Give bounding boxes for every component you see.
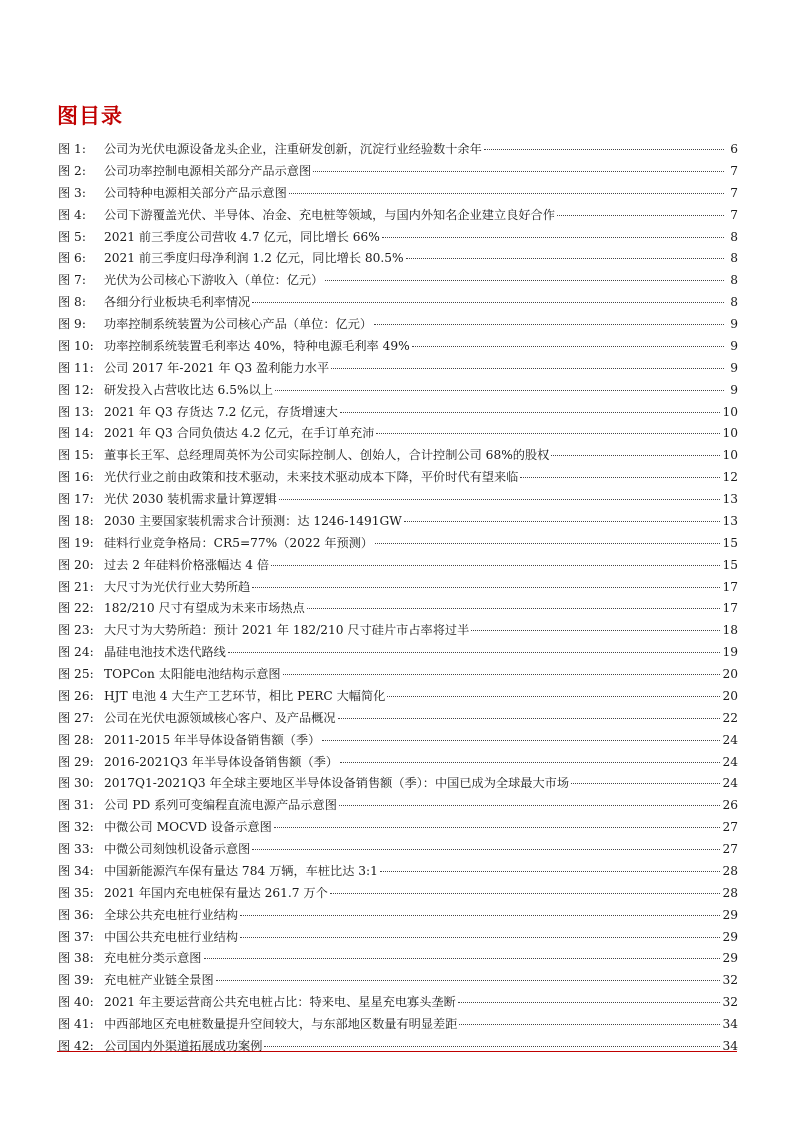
figure-label: 图 32:	[58, 820, 94, 835]
figure-title: 中国新能源汽车保有量达 784 万辆，车桩比达 3:1	[104, 863, 378, 878]
dot-leader	[216, 980, 721, 981]
figure-label: 图 14:	[58, 426, 94, 441]
page-number: 9	[730, 382, 738, 397]
toc-entry[interactable]	[58, 533, 738, 555]
dot-leader	[339, 805, 721, 806]
figure-title: 中微公司刻蚀机设备示意图	[104, 842, 251, 856]
figure-label: 图 18:	[58, 513, 94, 528]
toc-entry[interactable]	[58, 795, 738, 817]
toc-entry[interactable]	[58, 773, 738, 795]
figure-title: 功率控制系统装置毛利率达 40%，特种电源毛利率 49%	[104, 338, 410, 353]
figure-label: 图 38:	[58, 951, 94, 966]
figure-title: 公司国内外渠道拓展成功案例	[104, 1038, 263, 1053]
dot-leader	[289, 193, 724, 194]
figure-label: 图 8:	[58, 295, 86, 310]
figure-title: 公司 PD 系列可变编程直流电源产品示意图	[104, 798, 337, 813]
page-number: 20	[722, 667, 738, 681]
dot-leader	[520, 477, 720, 478]
toc-entry[interactable]	[58, 992, 738, 1014]
dot-leader	[406, 258, 724, 259]
figure-title: 2021 年国内充电桩保有量达 261.7 万个	[104, 885, 328, 900]
toc-entry[interactable]	[58, 1014, 738, 1036]
toc-entry[interactable]	[58, 467, 738, 489]
toc-entry[interactable]	[58, 752, 738, 774]
figure-title: 各细分行业板块毛利率情况	[104, 295, 251, 310]
page-number: 19	[722, 645, 738, 660]
figure-label: 图 40:	[58, 995, 94, 1010]
dot-leader	[252, 302, 724, 303]
figure-title: 公司在光伏电源领域核心客户、及产品概况	[104, 710, 336, 725]
figure-label: 图 26:	[58, 688, 94, 703]
figure-title: 2030 主要国家装机需求合计预测：达 1246-1491GW	[104, 513, 402, 528]
figure-label: 图 37:	[58, 929, 94, 944]
page-number: 22	[722, 710, 738, 725]
page-number: 27	[722, 842, 738, 856]
toc-entry[interactable]	[58, 1036, 738, 1058]
figure-label: 图 13:	[58, 404, 94, 419]
toc-entry[interactable]	[58, 861, 738, 883]
figure-title: 中西部地区充电桩数量提升空间较大，与东部地区数量有明显差距	[104, 1017, 458, 1031]
figure-label: 图 12:	[58, 382, 94, 397]
toc-entry[interactable]	[58, 905, 738, 927]
dot-leader	[571, 783, 720, 784]
figure-title: 董事长王军、总经理周英怀为公司实际控制人、创始人，合计控制公司 68%的股权	[104, 448, 550, 463]
dot-leader	[325, 280, 724, 281]
figure-title: 光伏行业之前由政策和技术驱动，未来技术驱动成本下降，平价时代有望来临	[104, 470, 519, 485]
page-number: 15	[722, 557, 738, 572]
figure-label: 图 10:	[58, 338, 94, 353]
page-number: 8	[730, 295, 738, 310]
dot-leader	[412, 346, 724, 347]
figure-label: 图 6:	[58, 251, 86, 266]
dot-leader	[458, 1002, 721, 1003]
figure-label: 图 35:	[58, 885, 94, 900]
figure-label: 图 24:	[58, 645, 94, 660]
toc-entry[interactable]	[58, 358, 738, 380]
page-number: 10	[722, 404, 738, 419]
figure-title: 2021 前三季度公司营收 4.7 亿元，同比增长 66%	[104, 229, 380, 244]
dot-leader	[274, 827, 721, 828]
page-number: 10	[722, 448, 738, 463]
page-number: 8	[730, 273, 738, 288]
figure-title: 公司特种电源相关部分产品示意图	[104, 185, 287, 200]
figure-title: 2011-2015 年半导体设备销售额（季）	[104, 732, 321, 747]
figure-label: 图 20:	[58, 557, 94, 572]
dot-leader	[307, 608, 721, 609]
figure-title: 2021 年 Q3 合同负债达 4.2 亿元，在手订单充沛	[104, 426, 375, 441]
figure-label: 图 25:	[58, 667, 94, 681]
page-number: 9	[730, 360, 738, 375]
toc-entry[interactable]	[58, 205, 738, 227]
toc-entry[interactable]	[58, 970, 738, 992]
page-number: 17	[722, 579, 738, 594]
figure-label: 图 23:	[58, 623, 94, 638]
toc-entry[interactable]	[58, 445, 738, 467]
page-number: 24	[722, 732, 738, 747]
figure-title: 2021 年 Q3 存货达 7.2 亿元，存货增速大	[104, 404, 338, 419]
dot-leader	[380, 871, 721, 872]
page-number: 7	[730, 207, 738, 222]
page-number: 9	[730, 338, 738, 353]
figure-title: 中国公共充电桩行业结构	[104, 929, 239, 944]
page-number: 13	[722, 513, 738, 528]
figure-label: 图 9:	[58, 317, 86, 331]
figure-title: 大尺寸为光伏行业大势所趋	[104, 579, 251, 594]
page-number: 18	[722, 623, 738, 638]
figure-label: 图 39:	[58, 973, 94, 988]
figure-label: 图 41:	[58, 1017, 94, 1031]
dot-leader	[551, 455, 720, 456]
figure-label: 图 5:	[58, 229, 86, 244]
dot-leader	[376, 433, 720, 434]
toc-entry[interactable]	[58, 817, 738, 839]
figure-label: 图 42:	[58, 1038, 94, 1053]
figure-title: 晶硅电池技术迭代路线	[104, 645, 226, 660]
toc-entry[interactable]	[58, 402, 738, 424]
figure-title: HJT 电池 4 大生产工艺环节，相比 PERC 大幅简化	[104, 688, 386, 703]
toc-entry[interactable]	[58, 883, 738, 905]
toc-entry[interactable]	[58, 292, 738, 314]
dot-leader	[338, 718, 721, 719]
figure-title: 充电桩分类示意图	[104, 951, 202, 966]
toc-entry[interactable]	[58, 227, 738, 249]
page-number: 12	[722, 470, 738, 485]
figure-label: 图 27:	[58, 710, 94, 725]
dot-leader	[240, 915, 720, 916]
toc-entry[interactable]	[58, 183, 738, 205]
figure-label: 图 34:	[58, 863, 94, 878]
toc-entry[interactable]	[58, 642, 738, 664]
figure-title: 182/210 尺寸有望成为未来市场热点	[104, 601, 305, 616]
figure-title: 2016-2021Q3 年半导体设备销售额（季）	[104, 754, 339, 769]
toc-entry[interactable]	[58, 314, 738, 336]
page-number: 17	[722, 601, 738, 616]
figure-label: 图 4:	[58, 207, 86, 222]
figure-label: 图 15:	[58, 448, 94, 463]
dot-leader	[484, 149, 724, 150]
toc-entry[interactable]	[58, 423, 738, 445]
dot-leader	[557, 215, 724, 216]
dot-leader	[459, 1024, 720, 1025]
page-number: 24	[722, 776, 738, 791]
figure-title: 公司为光伏电源设备龙头企业，注重研发创新，沉淀行业经验数十余年	[104, 142, 482, 156]
toc-entry[interactable]	[58, 336, 738, 358]
toc-entry[interactable]	[58, 555, 738, 577]
dot-leader	[240, 937, 720, 938]
toc-entry[interactable]	[58, 708, 738, 730]
page-number: 28	[722, 885, 738, 900]
page-number: 13	[722, 492, 738, 506]
dot-leader	[275, 390, 724, 391]
dot-leader	[340, 762, 720, 763]
page-number: 34	[722, 1038, 738, 1053]
dot-leader	[279, 499, 721, 500]
dot-leader	[228, 652, 721, 653]
page-number: 29	[722, 929, 738, 944]
dot-leader	[252, 587, 720, 588]
dot-leader	[382, 237, 724, 238]
figure-label: 图 30:	[58, 776, 94, 791]
footer-divider	[57, 1051, 737, 1052]
dot-leader	[387, 696, 720, 697]
page-number: 7	[730, 185, 738, 200]
figure-title: 大尺寸为大势所趋：预计 2021 年 182/210 尺寸硅片市占率将过半	[104, 623, 470, 638]
figure-title: 2021 年主要运营商公共充电桩占比：特来电、星星充电寡头垄断	[104, 995, 456, 1010]
page-title: 图目录	[57, 104, 123, 128]
figure-label: 图 36:	[58, 907, 94, 922]
page-number: 15	[722, 535, 738, 550]
page-number: 29	[722, 907, 738, 922]
toc-entry[interactable]	[58, 598, 738, 620]
toc-entry[interactable]	[58, 948, 738, 970]
page-number: 8	[730, 229, 738, 244]
dot-leader	[271, 565, 720, 566]
figure-label: 图 16:	[58, 470, 94, 485]
page-number: 32	[722, 995, 738, 1010]
page-number: 32	[722, 973, 738, 988]
toc-entry[interactable]	[58, 620, 738, 642]
dot-leader	[322, 740, 720, 741]
figure-title: 研发投入占营收比达 6.5%以上	[104, 382, 273, 397]
dot-leader	[404, 521, 721, 522]
toc-entry[interactable]	[58, 248, 738, 270]
figure-label: 图 17:	[58, 492, 94, 506]
page-number: 26	[722, 798, 738, 813]
figure-label: 图 22:	[58, 601, 94, 616]
figure-title: 光伏为公司核心下游收入（单位：亿元）	[104, 273, 324, 288]
dot-leader	[331, 368, 724, 369]
figure-label: 图 1:	[58, 142, 86, 156]
figure-label: 图 2:	[58, 163, 86, 178]
toc-entry[interactable]	[58, 577, 738, 599]
figure-title: 硅料行业竞争格局：CR5=77%（2022 年预测）	[104, 535, 374, 550]
dot-leader	[252, 849, 720, 850]
dot-leader	[330, 893, 721, 894]
dot-leader	[313, 171, 724, 172]
figure-title: 过去 2 年硅料价格涨幅达 4 倍	[104, 557, 270, 572]
figure-title: 充电桩产业链全景图	[104, 973, 214, 988]
dot-leader	[264, 1046, 720, 1047]
toc-entry[interactable]	[58, 839, 738, 861]
figure-title: 2017Q1-2021Q3 年全球主要地区半导体设备销售额（季）：中国已成为全球最大市场	[104, 776, 570, 791]
dot-leader	[375, 543, 720, 544]
figure-label: 图 28:	[58, 732, 94, 747]
page-number: 10	[722, 426, 738, 441]
figure-label: 图 7:	[58, 273, 86, 288]
dot-leader	[374, 324, 724, 325]
figure-label: 图 3:	[58, 185, 86, 200]
figure-label: 图 19:	[58, 535, 94, 550]
toc-entry[interactable]	[58, 927, 738, 949]
dot-leader	[471, 630, 720, 631]
dot-leader	[204, 958, 721, 959]
figure-title: 公司 2017 年-2021 年 Q3 盈利能力水平	[104, 360, 330, 375]
figure-title: TOPCon 太阳能电池结构示意图	[104, 667, 281, 681]
toc-entry[interactable]	[58, 161, 738, 183]
figure-list	[58, 139, 738, 1058]
dot-leader	[283, 674, 721, 675]
figure-title: 中微公司 MOCVD 设备示意图	[104, 820, 272, 835]
figure-title: 全球公共充电桩行业结构	[104, 907, 239, 922]
figure-title: 功率控制系统装置为公司核心产品（单位：亿元）	[104, 317, 373, 331]
toc-entry[interactable]	[58, 511, 738, 533]
page-number: 29	[722, 951, 738, 966]
figure-title: 公司下游覆盖光伏、半导体、冶金、充电桩等领域，与国内外知名企业建立良好合作	[104, 207, 555, 222]
figure-label: 图 11:	[58, 360, 94, 375]
page-number: 24	[722, 754, 738, 769]
toc-entry[interactable]	[58, 686, 738, 708]
figure-title: 公司功率控制电源相关部分产品示意图	[104, 163, 312, 178]
toc-entry[interactable]	[58, 664, 738, 686]
page-number: 20	[722, 688, 738, 703]
page-number: 9	[730, 317, 738, 331]
page-number: 34	[722, 1017, 738, 1031]
page-number: 28	[722, 863, 738, 878]
toc-entry[interactable]	[58, 489, 738, 511]
figure-title: 光伏 2030 装机需求量计算逻辑	[104, 492, 277, 506]
figure-label: 图 29:	[58, 754, 94, 769]
figure-label: 图 33:	[58, 842, 94, 856]
figure-label: 图 21:	[58, 579, 94, 594]
page-number: 7	[730, 163, 738, 178]
page-number: 8	[730, 251, 738, 266]
toc-entry[interactable]	[58, 139, 738, 161]
toc-entry[interactable]	[58, 270, 738, 292]
dot-leader	[340, 412, 721, 413]
page-number: 27	[722, 820, 738, 835]
figure-label: 图 31:	[58, 798, 94, 813]
toc-entry[interactable]	[58, 730, 738, 752]
toc-entry[interactable]	[58, 380, 738, 402]
figure-title: 2021 前三季度归母净利润 1.2 亿元，同比增长 80.5%	[104, 251, 404, 266]
page-number: 6	[730, 142, 738, 156]
